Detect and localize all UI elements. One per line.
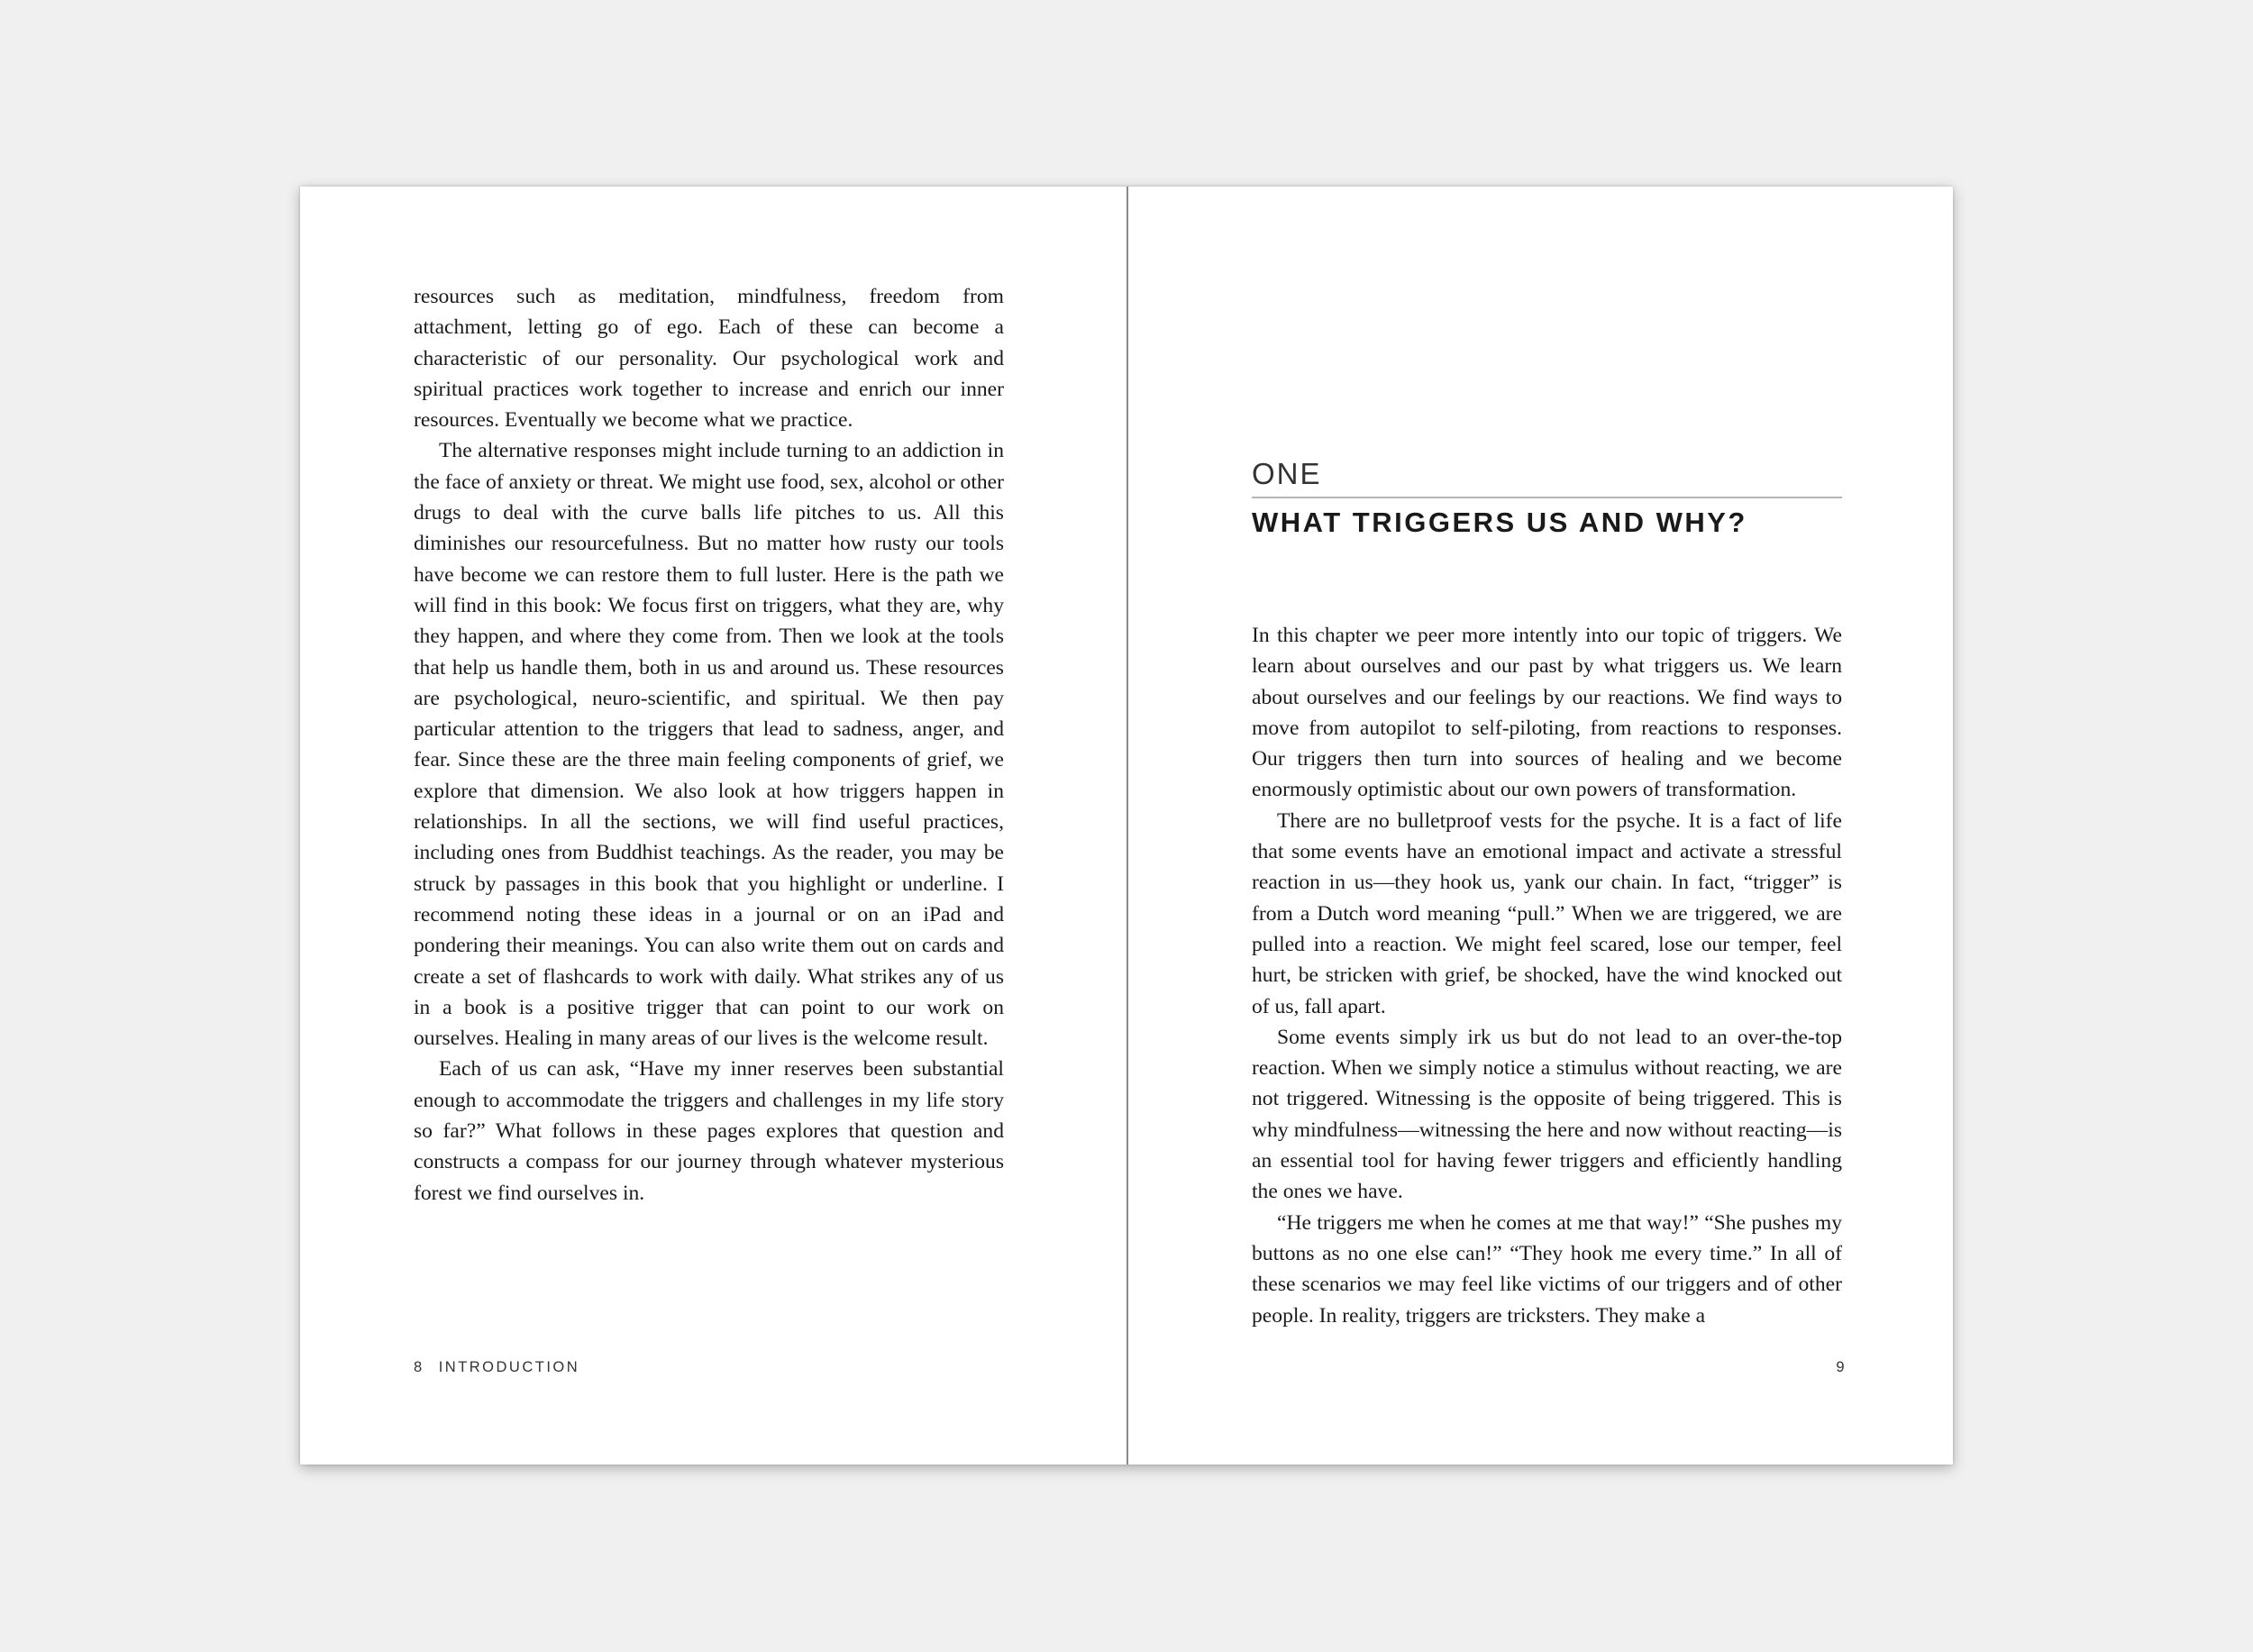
chapter-title: WHAT TRIGGERS US AND WHY? bbox=[1252, 507, 1747, 538]
right-paragraph-4: “He triggers me when he comes at me that way!” “She pushes my buttons as no one else can!” “They hook me every time.” In all of these scenarios we may feel like victims of our triggers and of other people. In reality, triggers are tricksters. They make a bbox=[1252, 1210, 1842, 1328]
left-paragraph-3: Each of us can ask, “Have my inner reserves been substantial enough to accommodate the triggers and challenges in my life story so far?” What follows in these pages explores that question and constructs a compass for our journey through whatever mysterious forest we find ourselves in. bbox=[414, 1057, 1004, 1205]
right-paragraph-2: There are no bulletproof vests for the psyche. It is a fact of life that some events have an emotional impact and activate a stressful reaction in us—they hook us, yank our chain. In fact, “trigger” is from a Dutch word meaning “pull.” When we are triggered, we are pulled into a reaction. We might feel scared, lose our temper, feel hurt, be stricken with grief, be shocked, have the wind knocked out of us, fall apart. bbox=[1252, 808, 1842, 1018]
right-page-number: 9 bbox=[1836, 1359, 1847, 1375]
book-gutter bbox=[1126, 187, 1128, 1465]
right-paragraph-1: In this chapter we peer more intently into our topic of triggers. We learn about ourselves and our past by what triggers us. We learn about ourselves and our feelings by our reactions. We find ways to move from autopilot to self-piloting, from reactions to responses. Our triggers then turn into sources of healing and we become enormously optimistic about our own powers of transformation. bbox=[1252, 624, 1842, 802]
left-page-number: 8 bbox=[414, 1359, 424, 1375]
right-page-body bbox=[1252, 620, 1842, 1331]
left-page-body bbox=[414, 281, 1004, 1209]
left-paragraph-1: resources such as meditation, mindfulness, freedom from attachment, letting go of ego. Each of these can become a characteristic of our personality. Our psychological work and spiritual practices work together to increase and enrich our inner resources. Eventually we become what we practice. bbox=[414, 285, 1004, 433]
chapter-number: ONE bbox=[1252, 457, 1842, 498]
running-head: INTRODUCTION bbox=[438, 1359, 580, 1375]
left-page-footer bbox=[414, 1359, 579, 1376]
left-paragraph-2: The alternative responses might include turning to an addiction in the face of anxiety or threat. We might use food, sex, alcohol or other drugs to deal with the curve balls life pitches to us. All this diminishes our resourcefulness. But no matter how rusty our tools have become we can restore them to full luster. Here is the path we will find in this book: We focus first on triggers, what they are, why they happen, and where they come from. Then we look at the tools that help us handle them, both in us and around us. These resources are psychological, neuro-scientific, and spiritual. We then pay particular attention to the triggers that lead to sadness, anger, and fear. Since these are the three main feeling components of grief, we explore that dimension. We also look at how triggers happen in relationships. In all the sections, we will find useful practices, including ones from Buddhist teachings. As the reader, you may be struck by passages in this book that you highlight or underline. I recommend noting these ideas in a journal or on an iPad and pondering their meanings. You can also write them out on cards and create a set of flashcards to work with daily. What strikes any of us in a book is a positive trigger that can point to our work on ourselves. Healing in many areas of our lives is the welcome result. bbox=[414, 439, 1004, 1051]
right-paragraph-3: Some events simply irk us but do not lead to an over-the-top reaction. When we simply notice a stimulus without reacting, we are not triggered. Witnessing is the opposite of being triggered. This is why mindfulness—witnessing the here and now without reacting—is an essential tool for having fewer triggers and efficiently handling the ones we have. bbox=[1252, 1025, 1842, 1204]
book-spread bbox=[300, 187, 1953, 1465]
